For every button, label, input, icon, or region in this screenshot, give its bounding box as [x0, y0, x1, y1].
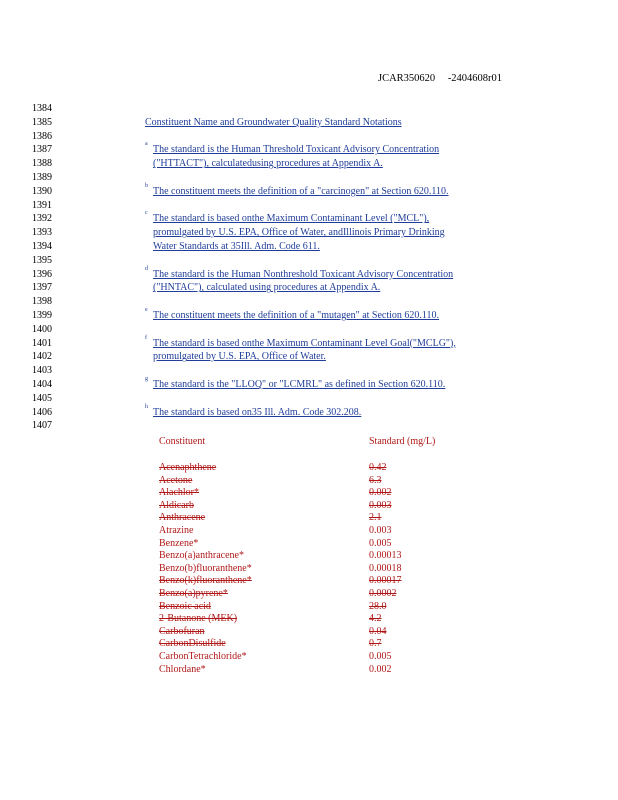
footnote-marker: c — [145, 210, 148, 217]
constituent-standard: 0.00013 — [369, 550, 402, 562]
line-number: 1403 — [32, 365, 52, 377]
line-number: 1401 — [32, 337, 52, 349]
line-number: 1395 — [32, 254, 52, 266]
constituent-name: Alachlor* — [159, 487, 199, 499]
footnote-marker: f — [145, 334, 147, 341]
constituent-name: Benzo(a)anthracene* — [159, 550, 244, 562]
constituent-name: Anthracene — [159, 512, 206, 524]
line-number: 1399 — [32, 310, 52, 321]
constituent-standard: 2.1 — [369, 512, 382, 524]
notation-line: ("HNTAC"), calculated using procedures at Appendix A. — [153, 282, 381, 294]
line-number: 1396 — [32, 268, 52, 280]
notation-line: promulgated by U.S. EPA, Office of Water, andIllinois Primary Drinking — [153, 227, 445, 239]
line-number: 1386 — [32, 130, 52, 142]
notation-line: The standard is the Human Threshold Toxicant Advisory Concentration — [153, 144, 440, 156]
line-number: 1402 — [32, 351, 52, 363]
notation-line: The standard is based onthe Maximum Contaminant Level Goal("MCLG"), — [153, 337, 456, 349]
line-number: 1400 — [32, 323, 52, 335]
constituent-name: Atrazine — [159, 525, 194, 536]
notation-line: The standard is based on35 Ill. Adm. Code 302.208. — [153, 406, 362, 418]
constituent-name: 2-Butanone (MEK) — [159, 613, 238, 625]
footnote-marker: g — [145, 376, 148, 382]
notation-line: The constituent meets the definition of a "carcinogen" at Section 620.110. — [153, 185, 449, 197]
table-header-standard: Standard (mg/L) — [369, 436, 436, 447]
constituent-standard: 0.002 — [369, 663, 392, 675]
constituent-standard: 6.3 — [369, 474, 382, 486]
line-number: 1404 — [32, 379, 52, 390]
constituent-standard: 0.00017 — [369, 575, 402, 587]
document-header — [378, 73, 502, 84]
line-number: 1397 — [32, 282, 52, 294]
constituent-name: Aldicarb — [159, 499, 194, 511]
doc-revision: -2404608r01 — [447, 73, 503, 84]
constituent-name: CarbonDisulfide — [159, 638, 226, 650]
constituent-standard: 28.0 — [369, 600, 387, 612]
line-number: 1384 — [32, 103, 52, 114]
constituent-name: Benzoic acid — [159, 600, 211, 612]
constituent-standard: 0.005 — [369, 651, 392, 662]
line-number: 1389 — [32, 172, 52, 183]
footnote-marker: a — [145, 141, 148, 148]
constituent-standard: 0.00018 — [369, 562, 402, 574]
constituent-standard: 0.002 — [369, 487, 392, 499]
constituent-name: Benzene* — [159, 537, 199, 549]
line-number: 1391 — [32, 199, 52, 211]
constituent-name: Chlordane* — [159, 663, 206, 675]
constituent-name: CarbonTetrachloride* — [159, 651, 247, 662]
footnote-marker: e — [145, 307, 148, 313]
table-header-constituent: Constituent — [159, 436, 206, 447]
footnote-marker: b — [145, 182, 148, 189]
constituent-standard: 0.42 — [369, 462, 387, 473]
notation-line: Water Standards at 35Ill. Adm. Code 611. — [153, 241, 320, 252]
notation-line: The standard is the Human Nonthreshold Toxicant Advisory Concentration — [153, 268, 454, 280]
constituent-standard: 0.04 — [369, 625, 387, 637]
doc-id: JCAR350620 — [378, 73, 436, 84]
constituent-standard: 0.005 — [369, 537, 392, 549]
constituent-standard: 0.7 — [369, 638, 382, 650]
line-number: 1388 — [32, 158, 52, 170]
line-number: 1406 — [32, 406, 52, 418]
notation-line: The standard is the "LLOQ" or "LCMRL" as defined in Section 620.110. — [153, 379, 446, 390]
constituent-name: Benzo(b)fluoranthene* — [159, 562, 252, 574]
footnote-marker: h — [145, 403, 148, 410]
line-number: 1394 — [32, 241, 52, 252]
constituent-name: Carbofuran — [159, 625, 205, 637]
line-number: 1405 — [32, 392, 52, 404]
section-heading: Constituent Name and Groundwater Quality Standard Notations — [145, 117, 402, 128]
line-number: 1407 — [32, 420, 52, 432]
constituent-name: Acenaphthene — [159, 462, 217, 473]
notation-line: The constituent meets the definition of a "mutagen" at Section 620.110. — [153, 310, 440, 321]
line-number: 1398 — [32, 296, 52, 308]
constituent-name: Benzo(k)fluoranthene* — [159, 575, 252, 587]
line-number: 1387 — [32, 144, 52, 156]
line-number: 1392 — [32, 213, 52, 225]
line-number: 1390 — [32, 185, 52, 197]
notation-line: promulgated by U.S. EPA, Office of Water. — [153, 351, 326, 363]
constituent-standard: 0.003 — [369, 499, 392, 511]
footnote-marker: d — [145, 265, 148, 272]
constituent-standard: 4.2 — [369, 613, 382, 625]
constituent-standard: 0.0002 — [369, 588, 397, 599]
constituent-name: Acetone — [159, 474, 193, 486]
notation-line: ("HTTACT"), calculatedusing procedures at Appendix A. — [153, 158, 383, 170]
constituent-standard: 0.003 — [369, 525, 392, 536]
line-number: 1393 — [32, 227, 52, 239]
notation-line: The standard is based onthe Maximum Contaminant Level ("MCL"), — [153, 213, 430, 225]
line-number: 1385 — [32, 116, 52, 128]
constituent-name: Benzo(a)pyrene* — [159, 588, 228, 599]
